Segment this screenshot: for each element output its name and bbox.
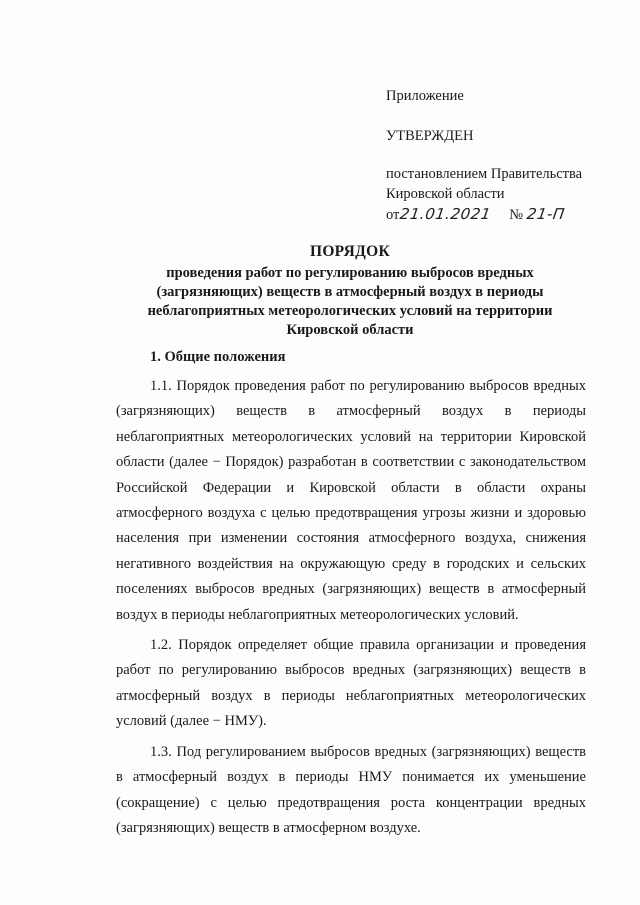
document-subtitle-line-2: (загрязняющих) веществ в атмосферный воздух в периоды (156, 284, 544, 300)
decree-line-1: постановлением Правительства (386, 166, 583, 182)
paragraph-1-1: 1.1. Порядок проведения работ по регулированию выбросов вредных (загрязняющих) веществ в атмосферный воздух в периоды неблагоприятных метеорологических условий на территории Кировской области (далее − Порядок) разработан в соответствии с законодательством Российской Федерации и Кировской области в области охраны атмосферного воздуха с целью предотвращения угрозы жизни и здоровью населения при изменении состояния атмосферного воздуха, снижения негативного воздействия на окружающую среду в городских и сельских поселениях выбросов вредных (загрязняющих) веществ в атмосферный воздух в периоды неблагоприятных метеорологических условий. (116, 378, 586, 623)
handwritten-number: 21-П (525, 205, 567, 223)
decree-line-2: Кировской области (386, 186, 505, 202)
paragraph-1-3: 1.3. Под регулированием выбросов вредных (загрязняющих) веществ в атмосферный воздух в периоды НМУ понимается их уменьшение (сокращение) с целью предотвращения роста концентрации вредных (загрязняющих) веществ в атмосферном воздухе. (116, 743, 586, 836)
handwritten-date: 21.01.2021 (399, 205, 493, 223)
decree-date-number (386, 204, 616, 225)
date-prefix: от (386, 207, 400, 223)
appendix-label: Приложение (386, 88, 464, 104)
document-subtitle-line-1: проведения работ по регулированию выбросов вредных (166, 265, 534, 281)
paragraph-1-2: 1.2. Порядок определяет общие правила организации и проведения работ по регулированию выбросов вредных (загрязняющих) веществ в атмосферный воздух в периоды неблагоприятных метеорологических условий (далее − НМУ). (116, 637, 586, 730)
document-title: ПОРЯДОК (309, 243, 391, 260)
section-body (116, 374, 586, 841)
document-subtitle-line-4: Кировской области (286, 322, 414, 338)
approved-stamp: УТВЕРЖДЕН (386, 128, 474, 144)
section-heading: 1. Общие положения (150, 349, 286, 365)
document-subtitle-line-3: неблагоприятных метеорологических условий на территории (147, 303, 553, 319)
appendix-block (386, 86, 616, 225)
document-title-block (110, 242, 590, 340)
number-prefix: № (509, 207, 524, 223)
